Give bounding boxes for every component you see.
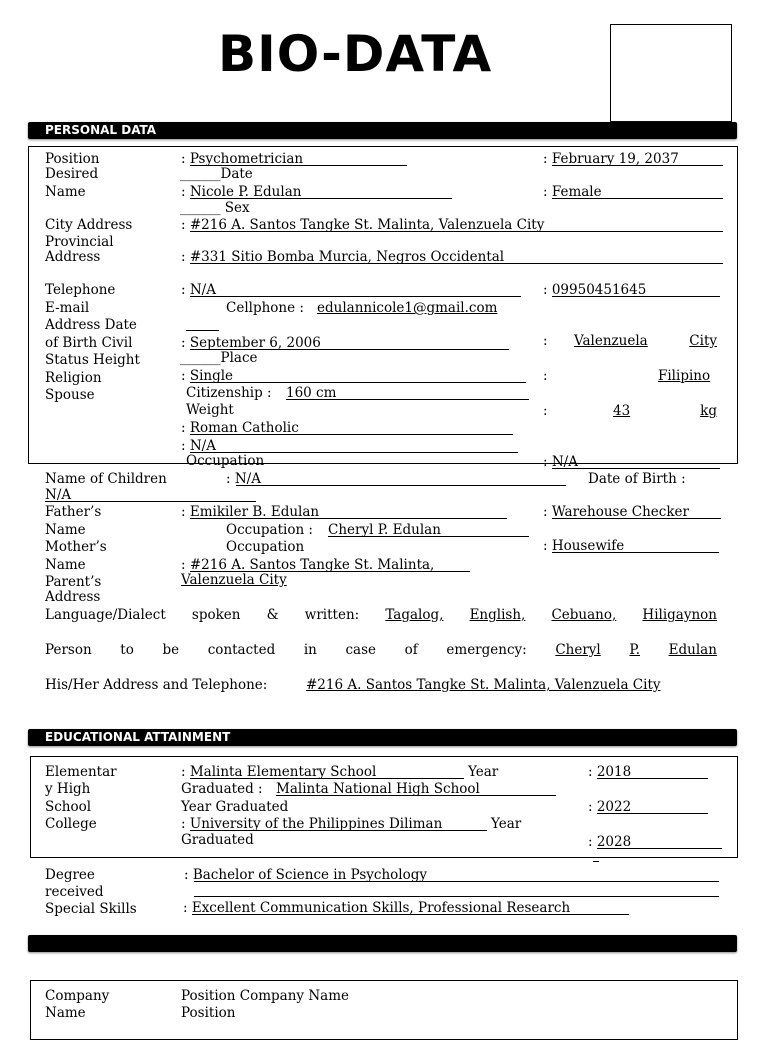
mother-occupation-label: Occupation <box>226 539 305 555</box>
sex-value: : Female <box>543 184 602 200</box>
parents-label-2: Address <box>45 589 101 605</box>
date-value: : February 19, 2037 <box>543 151 679 167</box>
email-value: edulannicole1@gmail.com <box>317 300 498 316</box>
cellphone-value: : 09950451645 <box>543 282 647 298</box>
employment-box <box>30 980 738 1040</box>
provincial-address-label-2: Address <box>45 249 101 265</box>
parents-address-value-1: : #216 A. Santos Tangke St. Malinta, <box>181 557 435 573</box>
weight-value: 43 kg <box>613 403 717 419</box>
place-of-birth-value: Valenzuela City <box>574 333 717 349</box>
religion-label: Religion <box>45 370 102 386</box>
father-label-1: Father’s <box>45 504 102 520</box>
elementary-year-value: : 2018 <box>588 764 632 780</box>
provincial-address-value: : #331 Sitio Bomba Murcia, Negros Occidental <box>181 249 505 265</box>
city-address-label: City Address <box>45 217 133 233</box>
parents-label-1: Parent’s <box>45 574 102 590</box>
parents-address-value-2: Valenzuela City <box>181 572 287 588</box>
citizenship-label: Citizenship : <box>186 385 272 401</box>
degree-label-1: Degree <box>45 867 95 883</box>
employment-header <box>28 935 737 952</box>
status-height-label: Status Height <box>45 352 140 368</box>
spouse-label: Spouse <box>45 387 95 403</box>
place-colon: : <box>543 333 548 349</box>
high-school-label-2: School <box>45 799 92 815</box>
weight-colon: : <box>543 403 548 419</box>
college-year-label: Year <box>491 816 522 832</box>
sex-label: ______ Sex <box>180 200 250 216</box>
address-date-label: Address Date <box>45 317 137 333</box>
high-school-label-1: y High <box>45 781 91 797</box>
mother-occupation-value: : Housewife <box>543 538 625 554</box>
religion-value: : Roman Catholic <box>181 420 299 436</box>
emergency-address-label: His/Her Address and Telephone: <box>45 677 268 693</box>
emergency-address-value: #216 A. Santos Tangke St. Malinta, Valenzuela City <box>306 677 661 693</box>
high-school-value: Malinta National High School <box>276 781 480 797</box>
education-header: EDUCATIONAL ATTAINMENT <box>28 729 737 746</box>
emergency-contact-row: Person to be contacted in case of emergency: Cheryl P. Edulan <box>45 642 717 658</box>
degree-label-2: received <box>45 884 104 900</box>
position-desired-value: : Psychometrician <box>181 151 304 167</box>
year-graduated-label: Year Graduated <box>181 799 289 815</box>
elementary-year-label: Year <box>468 764 499 780</box>
position-desired-label-2: Desired <box>45 166 99 182</box>
college-graduated-label: Graduated <box>181 832 254 848</box>
position-company-label: Position Company Name <box>181 988 349 1004</box>
children-value: : N/A <box>226 471 261 487</box>
college-year-value: : 2028 <box>588 834 632 850</box>
children-dob-value: N/A <box>45 487 72 503</box>
spouse-value: : N/A <box>181 438 216 454</box>
weight-label: Weight <box>186 402 234 418</box>
place-label: ______Place <box>180 350 258 366</box>
father-occupation-label: Occupation : <box>226 522 313 538</box>
photo-box <box>610 24 732 122</box>
position-label: Position <box>181 1005 236 1021</box>
college-value: : University of the Philippines Diliman <box>181 816 443 832</box>
elementary-label: Elementar <box>45 764 117 780</box>
telephone-value: : N/A <box>181 282 216 298</box>
position-desired-label-1: Position <box>45 151 100 167</box>
mother-label-2: Name <box>45 557 86 573</box>
personal-data-header: PERSONAL DATA <box>28 122 737 139</box>
language-row: Language/Dialect spoken & written: Tagalog, English, Cebuano, Hiligaynon <box>45 607 717 623</box>
father-name-value: : Emikiler B. Edulan <box>181 504 320 520</box>
graduated-label: Graduated : <box>181 781 263 797</box>
special-skills-label: Special Skills <box>45 901 137 917</box>
father-label-2: Name <box>45 522 86 538</box>
name-value: : Nicole P. Edulan <box>181 184 302 200</box>
telephone-label: Telephone <box>45 282 116 298</box>
email-label: E-mail <box>45 300 90 316</box>
occupation-value: : N/A <box>543 454 578 470</box>
occupation-label: Occupation <box>186 453 265 469</box>
page-title: BIO-DATA <box>218 25 493 83</box>
mother-name-value: Cheryl P. Edulan <box>328 522 441 538</box>
college-label: College <box>45 816 97 832</box>
children-dob-label: Date of Birth : <box>588 471 686 487</box>
date-of-birth-value: : September 6, 2006 <box>181 335 321 351</box>
name-label: Name <box>45 184 86 200</box>
elementary-value: : Malinta Elementary School <box>181 764 377 780</box>
company-label-2: Name <box>45 1005 86 1021</box>
civil-status-value: : Single <box>181 368 234 384</box>
special-skills-value: : Excellent Communication Skills, Professional Research <box>183 900 571 916</box>
father-occupation-value: : Warehouse Checker <box>543 504 689 520</box>
education-box <box>30 756 738 858</box>
birth-civil-label: of Birth Civil <box>45 335 133 351</box>
city-address-value: : #216 A. Santos Tangke St. Malinta, Valenzuela City <box>181 217 545 233</box>
high-school-year-value: : 2022 <box>588 799 632 815</box>
date-label: ______Date <box>180 166 253 182</box>
children-label: Name of Children <box>45 471 167 487</box>
mother-label-1: Mother’s <box>45 539 107 555</box>
cellphone-label: Cellphone : <box>226 300 304 316</box>
degree-value: : Bachelor of Science in Psychology <box>184 867 427 883</box>
citizenship-value: Filipino <box>658 368 711 384</box>
citizenship-colon: : <box>543 368 548 384</box>
company-label-1: Company <box>45 988 110 1004</box>
height-value: 160 cm <box>286 385 337 401</box>
provincial-address-label-1: Provincial <box>45 234 114 250</box>
